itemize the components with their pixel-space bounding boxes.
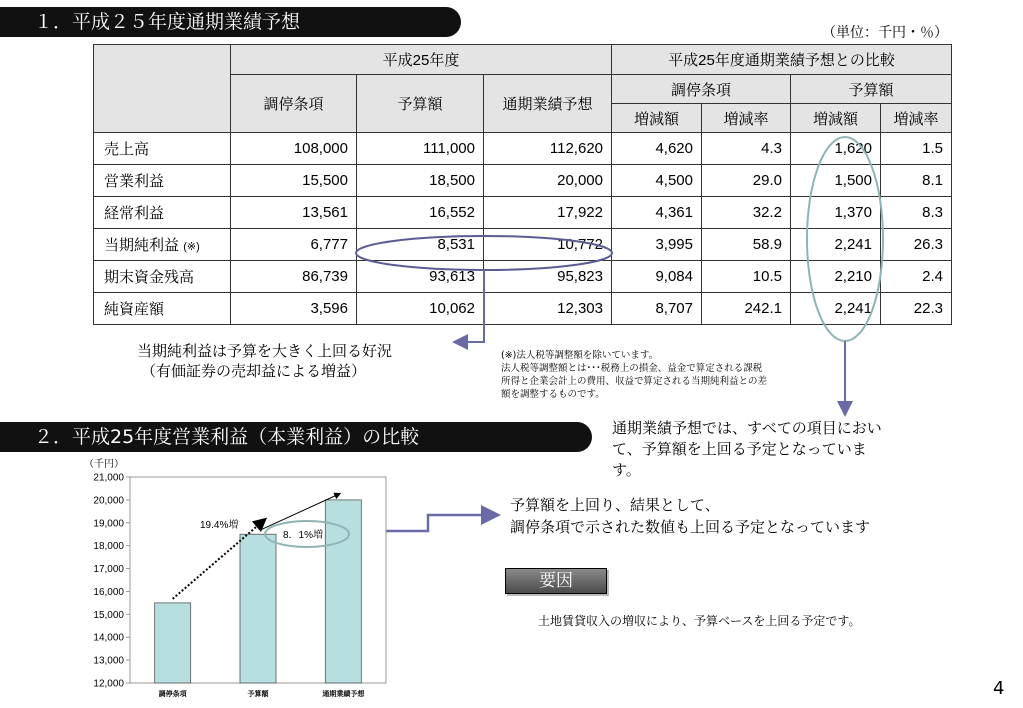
callout-profit-line2: （有価証券の売却益による増益） [141,362,367,380]
cell-diff-2: 1,370 [791,197,881,229]
grp-mediation: 調停条項 [612,75,791,104]
cell-forecast: 95,823 [484,261,612,293]
footnote-line3: 所得と企業会計上の費用、収益で算定される当期純利益との差 [501,376,768,387]
cell-diff-1: 8,707 [612,293,702,325]
cell-budget: 8,531 [357,229,484,261]
bar [240,534,276,683]
cell-mediation: 3,596 [231,293,357,325]
sub-diff-2: 増減額 [791,104,881,133]
cell-forecast: 12,303 [484,293,612,325]
factor-text: 土地賃貸収入の増収により、予算ベースを上回る予定です。 [538,614,861,628]
y-tick-label: 13,000 [93,655,124,667]
callout-chart-line1: 予算額を上回り、結果として、 [510,496,720,514]
cell-diff-2: 1,500 [791,165,881,197]
cell-rate-2: 26.3 [881,229,952,261]
header-compare: 平成25年度通期業績予想との比較 [612,45,952,75]
callout-profit-line1: 当期純利益は予算を大きく上回る好況 [137,342,393,360]
section2-title: ２．平成25年度営業利益（本業利益）の比較 [0,422,592,452]
x-category-label: 調停条項 [158,691,187,698]
y-tick-label: 16,000 [93,586,124,598]
cell-rate-2: 22.3 [881,293,952,325]
col-mediation: 調停条項 [231,75,357,133]
cell-budget: 18,500 [357,165,484,197]
sub-rate-2: 増減率 [881,104,952,133]
cell-diff-2: 2,241 [791,293,881,325]
cell-budget: 93,613 [357,261,484,293]
annotation-growth-1: 19.4%増 [200,520,239,531]
cell-forecast: 20,000 [484,165,612,197]
cell-forecast: 112,620 [484,133,612,165]
cell-mediation: 86,739 [231,261,357,293]
cell-rate-1: 4.3 [702,133,791,165]
page-number: 4 [993,678,1005,699]
y-tick-label: 17,000 [93,564,124,576]
col-forecast: 通期業績予想 [484,75,612,133]
factor-badge: 要因 [505,568,607,594]
cell-diff-2: 2,241 [791,229,881,261]
cell-mediation: 13,561 [231,197,357,229]
cell-forecast: 17,922 [484,197,612,229]
cell-diff-1: 4,620 [612,133,702,165]
row-label-text: 当期純利益 [104,237,180,254]
callout-budget-line1: 通期業績予想では、すべての項目におい [612,419,882,437]
callout-chart [510,494,870,538]
x-category-label: 通期業績予想 [322,691,365,698]
footnote-line2: 法人税等調整額とは･･･税務上の損金、益金で算定される課税 [501,363,763,374]
y-tick-label: 12,000 [93,678,124,690]
cell-diff-1: 3,995 [612,229,702,261]
row-label: 営業利益 [94,165,231,197]
y-tick-label: 19,000 [93,518,124,530]
cell-diff-1: 4,361 [612,197,702,229]
sub-diff-1: 増減額 [612,104,702,133]
cell-rate-1: 29.0 [702,165,791,197]
bar [155,603,191,683]
cell-budget: 111,000 [357,133,484,165]
row-note-mark: (※) [183,241,200,253]
header-fy: 平成25年度 [231,45,612,75]
grp-budget: 予算額 [791,75,952,104]
callout-budget-line3: す。 [612,461,641,479]
y-tick-label: 20,000 [93,495,124,507]
cell-mediation: 15,500 [231,165,357,197]
cell-rate-1: 58.9 [702,229,791,261]
cell-rate-2: 8.1 [881,165,952,197]
section1-title: １．平成２５年度通期業績予想 [0,7,461,37]
x-category-label: 予算額 [247,691,269,698]
col-budget: 予算額 [357,75,484,133]
callout-budget-line2: て、予算額を上回る予定となっていま [612,440,867,458]
annotation-growth-2: 8．1%増 [283,530,324,541]
cell-mediation: 6,777 [231,229,357,261]
cell-rate-1: 10.5 [702,261,791,293]
cell-rate-2: 1.5 [881,133,952,165]
unit-label: （単位：千円・％） [822,25,948,41]
footnote-line4: 額を調整するものです。 [501,389,605,400]
cell-mediation: 108,000 [231,133,357,165]
y-tick-label: 14,000 [93,632,124,644]
footnote-line1: (※)法人税等調整額を除いています。 [501,350,659,361]
y-tick-label: 21,000 [93,472,124,484]
cell-forecast: 10,772 [484,229,612,261]
row-label: 経常利益 [94,197,231,229]
sub-rate-1: 増減率 [702,104,791,133]
cell-diff-2: 2,210 [791,261,881,293]
cell-diff-2: 1,620 [791,133,881,165]
cell-diff-1: 9,084 [612,261,702,293]
row-label: 売上高 [94,133,231,165]
row-label: 期末資金残高 [94,261,231,293]
y-tick-label: 15,000 [93,609,124,621]
cell-rate-1: 32.2 [702,197,791,229]
cell-rate-2: 8.3 [881,197,952,229]
cell-budget: 16,552 [357,197,484,229]
cell-budget: 10,062 [357,293,484,325]
y-tick-label: 18,000 [93,541,124,553]
cell-rate-2: 2.4 [881,261,952,293]
cell-diff-1: 4,500 [612,165,702,197]
cell-rate-1: 242.1 [702,293,791,325]
row-label: 純資産額 [94,293,231,325]
y-unit-label: （千円） [84,459,124,470]
callout-chart-line2: 調停条項で示された数値も上回る予定となっています [510,518,871,536]
